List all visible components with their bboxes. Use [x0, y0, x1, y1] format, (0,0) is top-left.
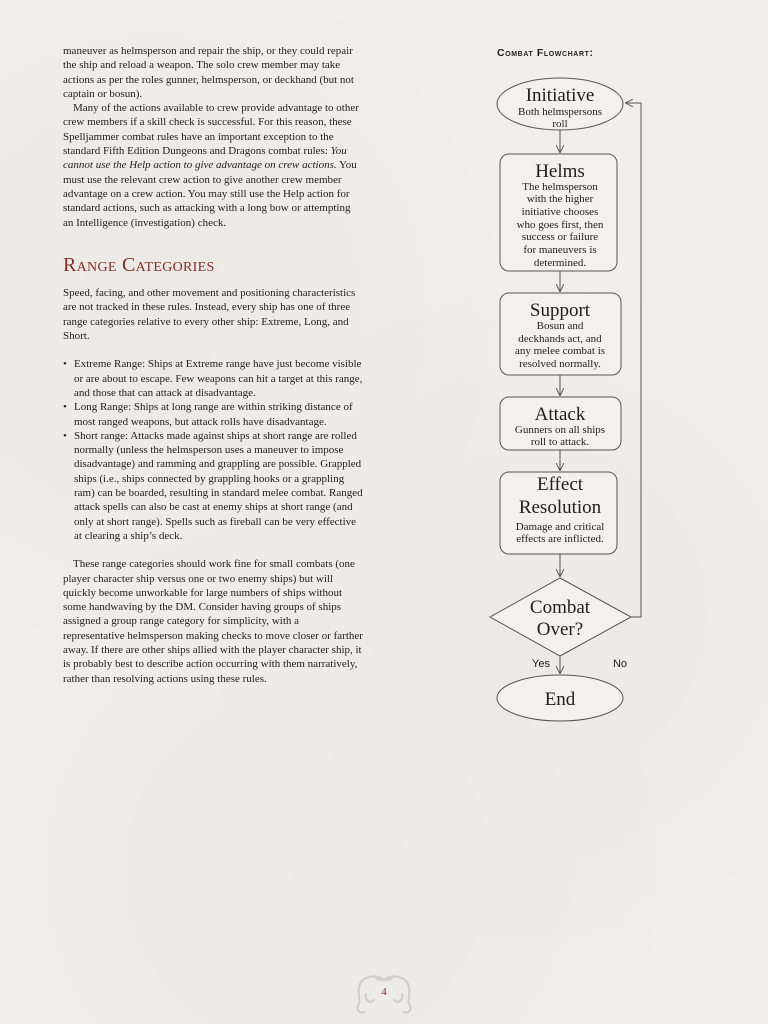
- bullet-long-range: • Long Range: Ships at long range are within striking distance of most ranged weapons, but attack rolls have disadvantage.: [74, 400, 363, 429]
- help-exception-emphasis: You cannot use the Help action to give advantage on crew actions.: [63, 145, 347, 172]
- helms-text-7: determined.: [533, 257, 587, 269]
- helms-title: Helms: [535, 161, 585, 182]
- range-categories-heading: Range Categories: [63, 253, 215, 276]
- page-number: 4: [381, 986, 387, 998]
- support-text-3: any melee combat is: [514, 345, 606, 357]
- label-no: No: [612, 658, 628, 670]
- page-footer: [350, 972, 418, 1016]
- helms-node: [500, 154, 617, 271]
- initiative-text-1: Both helmspersons: [517, 106, 603, 118]
- bullet-short-range: • Short range: Attacks made against ships at short range are rolled normally (unless the helmsperson uses a maneuver to impose disadvantage) and ramming and grappling are possible. Grappled ships (i.e., ships connected by grappling hooks or a grappling ram) can be boarded, resulting in standard melee combat. Ranged attack spells can also be cast at enemy ships at short range (and only at short range). Spells such as fireball can be very effective at clearing a ship’s deck.: [74, 429, 363, 543]
- decision-text-2: Over?: [536, 619, 584, 640]
- initiative-node: [497, 78, 623, 130]
- flowchart-title: Combat Flowchart:: [497, 47, 594, 59]
- support-text-2: deckhands act, and: [518, 333, 602, 345]
- effect-title-1: Effect: [536, 474, 584, 495]
- end-node: [497, 675, 623, 721]
- attack-node: [500, 397, 621, 450]
- label-yes: Yes: [532, 658, 550, 670]
- left-column: [63, 44, 363, 686]
- initiative-title: Initiative: [525, 85, 595, 106]
- attack-text-1: Gunners on all ships: [514, 424, 606, 436]
- support-text-4: resolved normally.: [519, 358, 601, 370]
- paragraph-large-combats: These range categories should work fine for small combats (one player character ship versus one or two enemy ships) but will quickly become unworkable for large numbers of ships without some handwaving by the DM. Consider having groups of ships assigned a group range category for simplicity, with a representative helmsperson making checks to move closer or farther away. If there are other ships allied with the player character ship, it is probably best to describe action occurring with them narratively, rather than resolving actions using these rules.: [63, 558, 363, 685]
- helms-text-2: with the higher: [526, 193, 594, 205]
- end-title: End: [544, 689, 576, 710]
- effect-resolution-node: [500, 472, 617, 554]
- paragraph-help-exception: [63, 101, 363, 230]
- combat-flowchart: [480, 70, 650, 730]
- helms-text-4: who goes first, then: [516, 219, 604, 231]
- helms-text-1: The helmsperson: [522, 181, 598, 193]
- initiative-text-2: roll: [552, 118, 568, 130]
- help-exception-text-a: Many of the actions available to crew provide advantage to other crew members if a skill check is successful. For this reason, these Spelljammer combat rules have an important exception to the standard Fifth Edition Dungeons and Dragons combat rules:: [63, 102, 359, 158]
- support-title: Support: [529, 300, 591, 321]
- support-node: [500, 293, 621, 375]
- attack-text-2: roll to attack.: [530, 436, 590, 448]
- effect-text-1: Damage and critical: [515, 521, 605, 533]
- helms-text-5: success or failure: [521, 231, 599, 243]
- paragraph-range-intro: Speed, facing, and other movement and positioning characteristics are not tracked in these rules. Instead, every ship has one of three range categories relative to every other ship: Extreme, Long, and Short.: [63, 287, 356, 343]
- combat-over-decision: [490, 578, 631, 656]
- effect-title-2: Resolution: [518, 497, 602, 518]
- decision-text-1: Combat: [529, 597, 591, 618]
- effect-text-2: effects are inflicted.: [516, 533, 604, 545]
- helms-text-3: initiative chooses: [521, 206, 599, 218]
- help-exception-text-b: You must use the relevant crew action to give another crew member advantage on a crew action. You may still use the Help action for standard actions, such as attacking with a long bow or attempting an Intelligence (investigation) check.: [63, 159, 357, 229]
- loop-back-arrow: [626, 103, 641, 617]
- support-text-1: Bosun and: [536, 320, 584, 332]
- bullet-extreme-range: • Extreme Range: Ships at Extreme range have just become visible or are about to escape. Few weapons can hit a target at this range, and those that can attack at disadvantage.: [74, 357, 363, 400]
- paragraph-solo-crew: maneuver as helmsperson and repair the ship, or they could repair the ship and reload a weapon. The solo crew member may take actions as per the roles gunner, helmsperson, or deckhand (but not captain or bosun).: [63, 45, 354, 100]
- attack-title: Attack: [534, 404, 586, 425]
- range-bullet-list: [63, 357, 363, 543]
- helms-text-6: for maneuvers is: [523, 244, 597, 256]
